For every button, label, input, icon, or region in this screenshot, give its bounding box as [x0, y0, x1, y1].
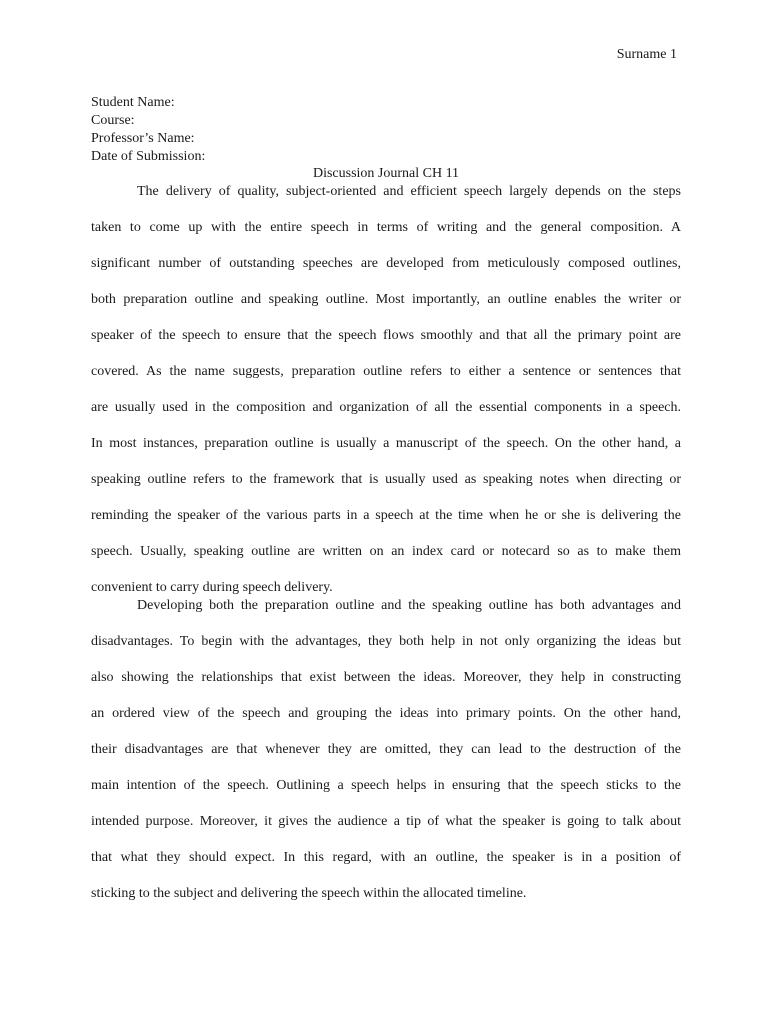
- paragraph-line: both preparation outline and speaking outline. Most importantly, an outline enables the writer or: [91, 292, 681, 307]
- course-line: Course:: [91, 113, 135, 128]
- paragraph-line: speaking outline refers to the framework that is usually used as speaking notes when directing or: [91, 472, 681, 487]
- paragraph-line: main intention of the speech. Outlining a speech helps in ensuring that the speech sticks to the: [91, 778, 681, 793]
- paragraph-line: In most instances, preparation outline is usually a manuscript of the speech. On the other hand, a: [91, 436, 681, 451]
- student-name-line: Student Name:: [91, 95, 175, 110]
- paragraph-line: significant number of outstanding speeches are developed from meticulously composed outlines,: [91, 256, 681, 271]
- paragraph-2: [91, 597, 681, 903]
- paragraph-1: [91, 183, 681, 597]
- document-title: Discussion Journal CH 11: [312, 166, 460, 181]
- paragraph-line: Developing both the preparation outline and the speaking outline has both advantages and: [137, 598, 681, 613]
- paragraph-line: an ordered view of the speech and grouping the ideas into primary points. On the other hand,: [91, 706, 681, 721]
- professor-name-line: Professor’s Name:: [91, 131, 195, 146]
- paragraph-line: sticking to the subject and delivering the speech within the allocated timeline.: [91, 886, 527, 901]
- body-text: [91, 183, 681, 903]
- paragraph-line: also showing the relationships that exist between the ideas. Moreover, they help in constructing: [91, 670, 681, 685]
- heading-block: [91, 94, 681, 166]
- paragraph-line: that what they should expect. In this regard, with an outline, the speaker is in a position of: [91, 850, 681, 865]
- date-of-submission-line: Date of Submission:: [91, 149, 206, 164]
- paragraph-line: their disadvantages are that whenever they are omitted, they can lead to the destruction of the: [91, 742, 681, 757]
- running-head: Surname 1: [616, 47, 677, 62]
- paragraph-line: The delivery of quality, subject-oriented and efficient speech largely depends on the steps: [137, 184, 681, 199]
- paragraph-line: are usually used in the composition and organization of all the essential components in a speech.: [91, 400, 681, 415]
- paragraph-line: covered. As the name suggests, preparation outline refers to either a sentence or sentences that: [91, 364, 681, 379]
- paragraph-line: intended purpose. Moreover, it gives the audience a tip of what the speaker is going to talk about: [91, 814, 681, 829]
- paragraph-line: speaker of the speech to ensure that the speech flows smoothly and that all the primary point are: [91, 328, 681, 343]
- paragraph-line: disadvantages. To begin with the advantages, they both help in not only organizing the ideas but: [91, 634, 681, 649]
- paragraph-line: taken to come up with the entire speech in terms of writing and the general composition. A: [91, 220, 681, 235]
- paragraph-line: convenient to carry during speech delivery.: [91, 580, 333, 595]
- paragraph-line: speech. Usually, speaking outline are written on an index card or notecard so as to make them: [91, 544, 681, 559]
- paragraph-line: reminding the speaker of the various parts in a speech at the time when he or she is delivering the: [91, 508, 681, 523]
